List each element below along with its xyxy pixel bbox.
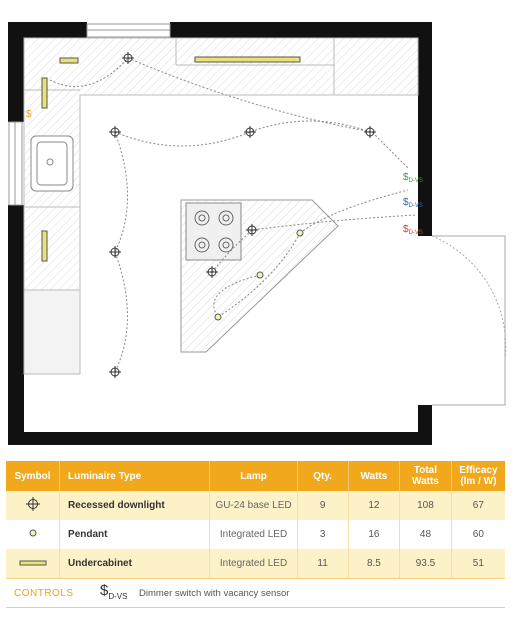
undercabinet-fixture (195, 57, 300, 62)
watts-cell: 8.5 (348, 549, 400, 578)
recessed-downlight-icon (25, 496, 41, 512)
type-cell: Pendant (60, 520, 210, 549)
symbol-cell (6, 549, 60, 578)
recessed-downlight-icon (244, 126, 256, 138)
sink (31, 136, 73, 191)
undercabinet-fixture (60, 58, 78, 63)
symbol-cell (6, 491, 60, 520)
header-total-watts: Total Watts (400, 461, 452, 491)
recessed-downlight-icon (109, 366, 121, 378)
pendant-icon (215, 314, 221, 320)
counter-left-lower (24, 290, 80, 374)
pendant-icon (297, 230, 303, 236)
watts-cell: 16 (348, 520, 400, 549)
header-watts: Watts (348, 461, 400, 491)
header-qty: Qty. (297, 461, 348, 491)
switch-label-orange: $ (26, 109, 32, 120)
switch-label-green: $\$_{D-VS}$ (403, 172, 423, 184)
dimmer-switch-symbol (100, 582, 127, 601)
efficacy-cell: 67 (451, 491, 505, 520)
watts-cell: 12 (348, 491, 400, 520)
pendant-icon (28, 528, 38, 538)
table-row (6, 520, 505, 549)
table-row (6, 549, 505, 578)
undercabinet-icon (19, 560, 47, 566)
controls-symbol-sub: D-VS (108, 592, 128, 601)
recessed-downlight-icon (109, 126, 121, 138)
wall-left-bottom (8, 205, 24, 445)
controls-label: CONTROLS (14, 588, 74, 599)
total-watts-cell: 108 (400, 491, 452, 520)
recessed-downlight-icon (364, 126, 376, 138)
qty-cell: 3 (297, 520, 348, 549)
header-symbol: Symbol (6, 461, 60, 491)
efficacy-cell: 51 (451, 549, 505, 578)
luminaire-legend-table (6, 461, 505, 578)
efficacy-cell: 60 (451, 520, 505, 549)
wall-top-right (170, 22, 432, 38)
table-row (6, 491, 505, 520)
symbol-cell (6, 520, 60, 549)
wall-bottom (8, 432, 432, 445)
lamp-cell: GU-24 base LED (210, 491, 297, 520)
recessed-downlight-icon (109, 246, 121, 258)
controls-description: Dimmer switch with vacancy sensor (139, 588, 290, 599)
lamp-cell: Integrated LED (210, 549, 297, 578)
legend-header-row (6, 461, 505, 491)
header-lamp: Lamp (210, 461, 297, 491)
controls-legend (6, 578, 505, 608)
undercabinet-fixture (42, 231, 47, 261)
lamp-cell: Integrated LED (210, 520, 297, 549)
total-watts-cell: 93.5 (400, 549, 452, 578)
total-watts-cell: 48 (400, 520, 452, 549)
header-type: Luminaire Type (60, 461, 210, 491)
switch-label-blue: $\$_{D-VS}$ (403, 197, 423, 209)
header-efficacy: Efficacy (lm / W) (451, 461, 505, 491)
controls-symbol: $ (100, 582, 109, 599)
qty-cell: 9 (297, 491, 348, 520)
type-cell: Recessed downlight (60, 491, 210, 520)
switch-label-red: $\$_{D-VS}$ (403, 224, 423, 236)
wall-left-top (8, 22, 24, 122)
qty-cell: 11 (297, 549, 348, 578)
door (432, 236, 506, 405)
undercabinet-fixture (42, 78, 47, 108)
type-cell: Undercabinet (60, 549, 210, 578)
cooktop (186, 203, 241, 260)
pendant-icon (257, 272, 263, 278)
wall-right-bottom (418, 405, 432, 445)
